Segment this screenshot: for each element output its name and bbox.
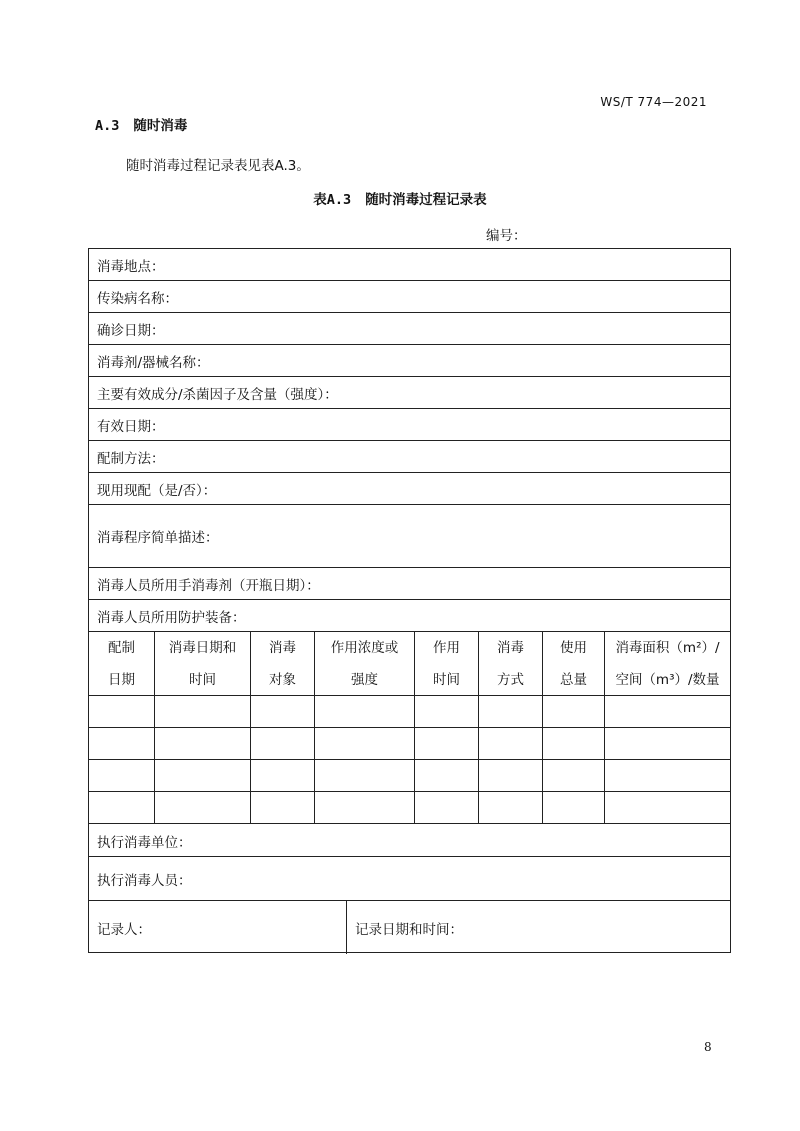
form-field-row[interactable]: 消毒地点：: [89, 249, 730, 281]
form-field-row[interactable]: 传染病名称：: [89, 281, 730, 313]
page-number: 8: [704, 1040, 712, 1054]
table-cell[interactable]: [315, 728, 415, 760]
column-header-line: 时间: [433, 671, 460, 688]
table-cell[interactable]: [415, 760, 479, 792]
column-header-line: 消毒日期和: [168, 639, 237, 656]
form-field-row[interactable]: 消毒人员所用手消毒剂（开瓶日期）：: [89, 568, 730, 600]
form-field-row[interactable]: 主要有效成分/杀菌因子及含量（强度）：: [89, 377, 730, 409]
form-field-row[interactable]: 消毒人员所用防护装备：: [89, 600, 730, 632]
column-header: [415, 632, 479, 696]
table-cell[interactable]: [315, 792, 415, 824]
column-header: [89, 632, 155, 696]
form-field-row[interactable]: 确诊日期：: [89, 313, 730, 345]
column-header: [155, 632, 251, 696]
column-header-line: 对象: [269, 671, 296, 688]
table-number: 表A.3: [313, 192, 352, 208]
form-field-row[interactable]: 执行消毒单位：: [89, 825, 730, 857]
table-cell[interactable]: [605, 760, 730, 792]
table-cell[interactable]: [605, 728, 730, 760]
section-title: 随时消毒: [133, 118, 188, 134]
column-header-line: 消毒面积（m²）/: [615, 639, 720, 656]
column-header: [251, 632, 315, 696]
column-header-line: 时间: [189, 671, 216, 688]
table-cell[interactable]: [155, 792, 251, 824]
table-cell[interactable]: [251, 760, 315, 792]
table-cell[interactable]: [89, 792, 155, 824]
serial-number-label: 编号：: [486, 228, 527, 244]
table-title: 随时消毒过程记录表: [365, 192, 487, 208]
form-field-row[interactable]: 现用现配（是/否）：: [89, 473, 730, 505]
table-cell[interactable]: [543, 728, 605, 760]
form-field-row[interactable]: 配制方法：: [89, 441, 730, 473]
column-header: [543, 632, 605, 696]
table-cell[interactable]: [415, 696, 479, 728]
table-caption: [0, 188, 800, 208]
column-header-line: 日期: [108, 671, 135, 688]
column-header-line: 消毒: [497, 639, 524, 656]
section-number: A.3: [95, 118, 120, 134]
table-cell[interactable]: [315, 696, 415, 728]
column-header-line: 强度: [351, 671, 378, 688]
table-cell[interactable]: [155, 728, 251, 760]
form-field-row[interactable]: 执行消毒人员：: [89, 857, 730, 901]
column-header-line: 配制: [108, 639, 135, 656]
table-cell[interactable]: [315, 760, 415, 792]
table-cell[interactable]: [479, 696, 543, 728]
form-field-row[interactable]: 有效日期：: [89, 409, 730, 441]
form-field-row[interactable]: 消毒剂/器械名称：: [89, 345, 730, 377]
column-header: [479, 632, 543, 696]
table-cell[interactable]: [155, 696, 251, 728]
column-header-line: 总量: [560, 671, 587, 688]
record-datetime-field[interactable]: 记录日期和时间：: [355, 921, 463, 938]
table-cell[interactable]: [479, 760, 543, 792]
disinfection-detail-grid: [89, 632, 730, 825]
form-field-row[interactable]: 消毒程序简单描述：: [89, 505, 730, 568]
table-cell[interactable]: [251, 792, 315, 824]
disinfection-record-form: [88, 248, 731, 953]
column-header-line: 消毒: [269, 639, 296, 656]
table-cell[interactable]: [605, 792, 730, 824]
column-header-line: 使用: [560, 639, 587, 656]
column-header-line: 作用: [433, 639, 460, 656]
column-header-line: 方式: [497, 671, 524, 688]
table-cell[interactable]: [155, 760, 251, 792]
intro-paragraph: 随时消毒过程记录表见表A.3。: [126, 158, 310, 174]
table-cell[interactable]: [415, 728, 479, 760]
table-cell[interactable]: [543, 792, 605, 824]
column-header: [605, 632, 730, 696]
table-cell[interactable]: [89, 696, 155, 728]
table-cell[interactable]: [415, 792, 479, 824]
column-header-line: 空间（m³）/数量: [615, 671, 720, 688]
table-cell[interactable]: [251, 696, 315, 728]
table-cell[interactable]: [479, 728, 543, 760]
table-cell[interactable]: [479, 792, 543, 824]
table-cell[interactable]: [89, 728, 155, 760]
table-cell[interactable]: [543, 760, 605, 792]
table-cell[interactable]: [251, 728, 315, 760]
column-header: [315, 632, 415, 696]
table-cell[interactable]: [543, 696, 605, 728]
table-cell[interactable]: [605, 696, 730, 728]
table-cell[interactable]: [89, 760, 155, 792]
section-heading: [95, 114, 187, 134]
standard-code: WS/T 774—2021: [600, 95, 707, 109]
recorder-field[interactable]: 记录人：: [89, 901, 347, 954]
column-header-line: 作用浓度或: [330, 639, 399, 656]
